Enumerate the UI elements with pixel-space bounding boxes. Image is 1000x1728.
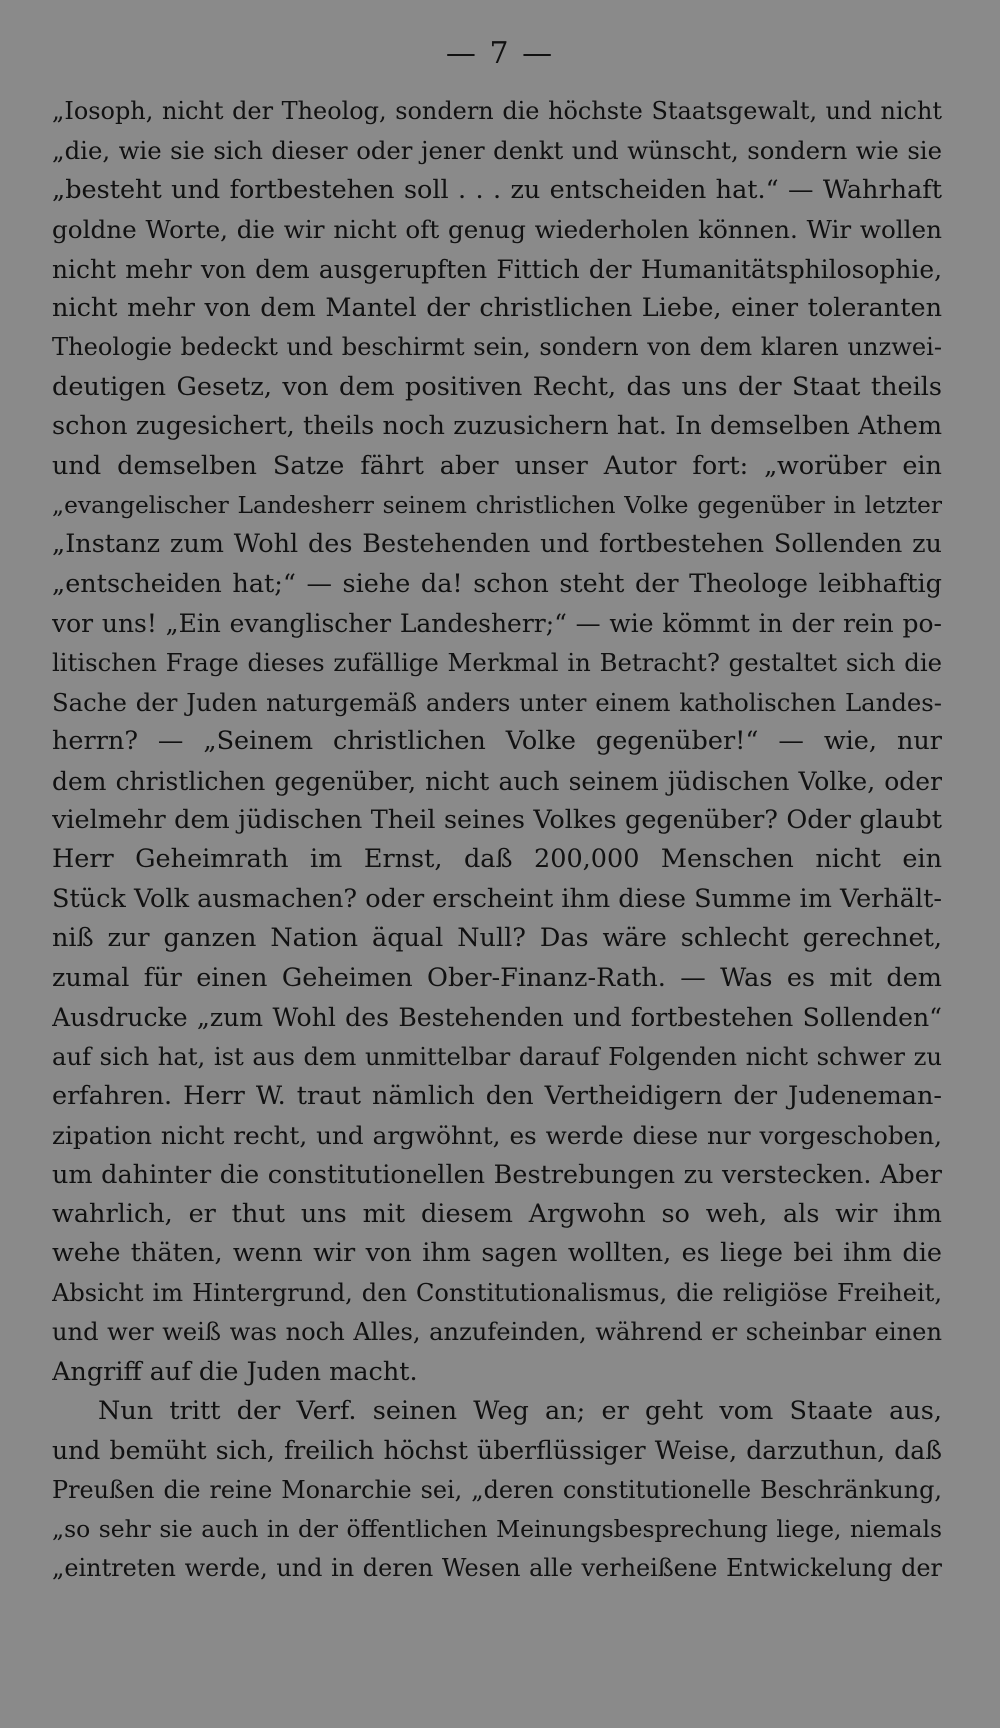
page-number: — 7 — bbox=[445, 36, 555, 71]
text-line: erfahren. Herr W. traut nämlich den Vertheidigern der Judeneman- bbox=[52, 1080, 942, 1111]
text-line: dem christlichen gegenüber, nicht auch seinem jüdischen Volke, oder bbox=[52, 766, 942, 796]
text-line: Stück Volk ausmachen? oder erscheint ihm diese Summe im Verhält- bbox=[52, 883, 942, 914]
text-line: „eintreten werde, und in deren Wesen alle verheißene Entwickelung der bbox=[52, 1554, 942, 1583]
text-line: Preußen die reine Monarchie sei, „deren constitutionelle Beschränkung, bbox=[52, 1475, 942, 1504]
text-line: goldne Worte, die wir nicht oft genug wiederholen können. Wir wollen bbox=[52, 215, 942, 245]
text-line: vor uns! „Ein evanglischer Landesherr;“ — wie kömmt in der rein po- bbox=[52, 609, 942, 639]
text-line: auf sich hat, ist aus dem unmittelbar darauf Folgenden nicht schwer zu bbox=[52, 1042, 942, 1072]
text-line: niß zur ganzen Nation äqual Null? Das wäre schlecht gerechnet, bbox=[52, 923, 942, 954]
text-line: deutigen Gesetz, von dem positiven Recht, das uns der Staat theils bbox=[52, 371, 942, 402]
text-line: vielmehr dem jüdischen Theil seines Volkes gegenüber? Oder glaubt bbox=[52, 805, 942, 836]
text-line: „Instanz zum Wohl des Bestehenden und fortbestehen Sollenden zu bbox=[52, 529, 942, 560]
text-line: wehe thäten, wenn wir von ihm sagen wollten, es liege bei ihm die bbox=[52, 1238, 942, 1269]
text-line: und bemüht sich, freilich höchst überflüssiger Weise, darzuthun, daß bbox=[52, 1436, 942, 1466]
text-line: „Iosoph, nicht der Theolog, sondern die höchste Staatsgewalt, und nicht bbox=[52, 97, 942, 125]
text-line: „entscheiden hat;“ — siehe da! schon steht der Theologe leibhaftig bbox=[52, 568, 942, 599]
text-line: herrn? — „Seinem christlichen Volke gegenüber!“ — wie, nur bbox=[52, 726, 942, 757]
text-line: Herr Geheimrath im Ernst, daß 200,000 Menschen nicht ein bbox=[52, 844, 942, 875]
text-line: „so sehr sie auch in der öffentlichen Meinungsbesprechung liege, niemals bbox=[52, 1515, 942, 1544]
text-line: um dahinter die constitutionellen Bestrebungen zu verstecken. Aber bbox=[52, 1159, 942, 1190]
text-line: schon zugesichert, theils noch zuzusichern hat. In demselben Athem bbox=[52, 411, 942, 442]
text-line: Absicht im Hintergrund, den Constitutionalismus, die religiöse Freiheit, bbox=[52, 1278, 942, 1307]
text-line: „evangelischer Landesherr seinem christlichen Volke gegenüber in letzter bbox=[52, 490, 942, 519]
text-line: „besteht und fortbestehen soll . . . zu entscheiden hat.“ — Wahrhaft bbox=[52, 174, 942, 205]
text-line: wahrlich, er thut uns mit diesem Argwohn so weh, als wir ihm bbox=[52, 1198, 942, 1229]
paragraph-end-line: Angriff auf die Juden macht. bbox=[52, 1356, 418, 1387]
text-line: nicht mehr von dem ausgerupften Fittich der Humanitätsphilosophie, bbox=[52, 254, 942, 284]
text-line: „die, wie sie sich dieser oder jener denkt und wünscht, sondern wie sie bbox=[52, 136, 942, 166]
paragraph-start-line: Nun tritt der Verf. seinen Weg an; er geht vom Staate aus, bbox=[98, 1395, 942, 1426]
text-line: zipation nicht recht, und argwöhnt, es werde diese nur vorgeschoben, bbox=[52, 1121, 942, 1151]
text-line: nicht mehr von dem Mantel der christlichen Liebe, einer toleranten bbox=[52, 292, 942, 323]
text-line: Ausdrucke „zum Wohl des Bestehenden und fortbestehen Sollenden“ bbox=[52, 1002, 942, 1032]
text-line: und demselben Satze fährt aber unser Autor fort: „worüber ein bbox=[52, 450, 942, 481]
text-line: Theologie bedeckt und beschirmt sein, sondern von dem klaren unzwei- bbox=[52, 333, 942, 362]
text-line: litischen Frage dieses zufällige Merkmal in Betracht? gestaltet sich die bbox=[52, 648, 942, 678]
body-text bbox=[52, 92, 942, 1589]
text-line: und wer weiß was noch Alles, anzufeinden, während er scheinbar einen bbox=[52, 1318, 942, 1347]
text-line: zumal für einen Geheimen Ober-Finanz-Rath. — Was es mit dem bbox=[52, 962, 942, 993]
text-line: Sache der Juden naturgemäß anders unter einem katholischen Landes- bbox=[52, 687, 942, 717]
